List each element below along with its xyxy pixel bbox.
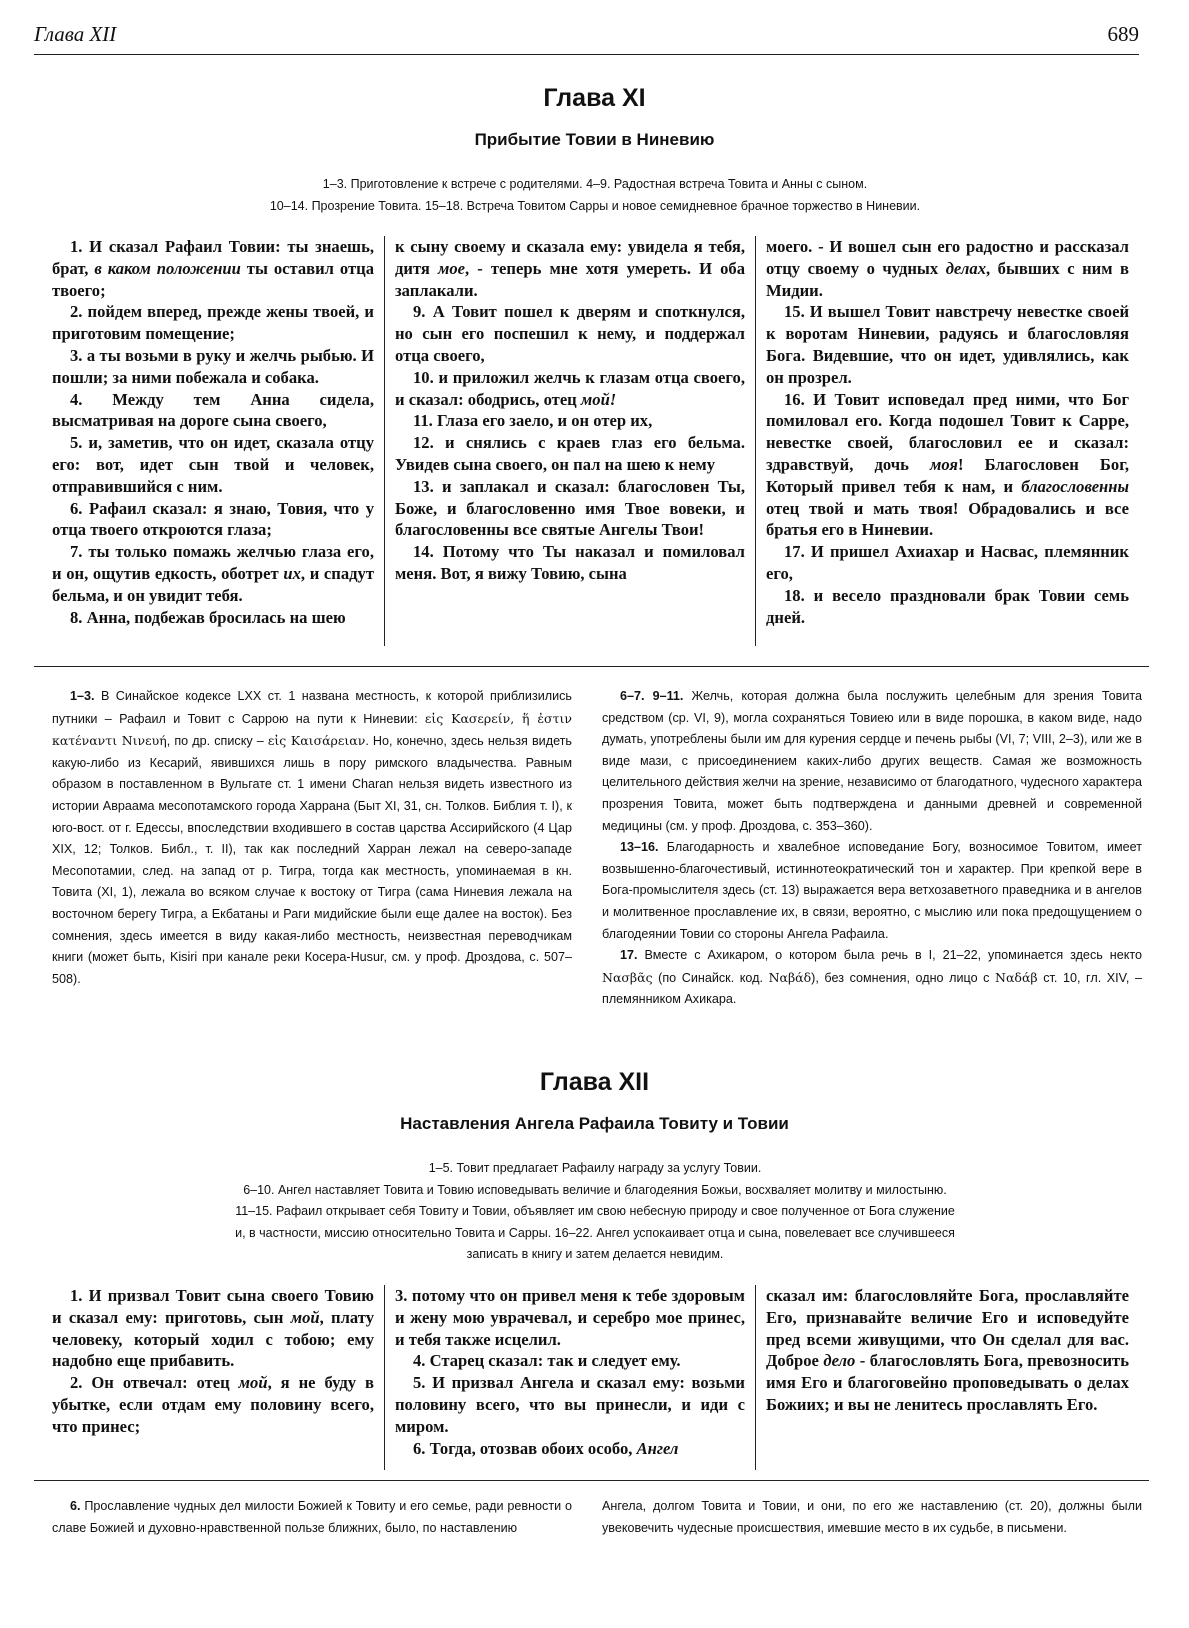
- chapter-12-subtitle: Наставления Ангела Рафаила Товиту и Товии: [400, 1114, 789, 1133]
- verse-4: 4. Между тем Анна сидела, высматривая на дороге сына своего,: [52, 389, 374, 431]
- text-column-2: [384, 1285, 755, 1470]
- verse-6-continued: сказал им: благословляйте Бога, прославляйте Его, признавайте величие Его и исповедуйте пред всеми живущими, что Он сделал для вас. Доброе дело - благословлять Бога, превозносить имя Его и благоговейно проповедывать о делах Божиих; и вы не ленитесь прославлять Его.: [766, 1286, 1129, 1414]
- verse-8: 8. Анна, подбежав бросилась на шею: [70, 607, 346, 627]
- chapter-12-commentary: [52, 1496, 1152, 1539]
- verse-13: 13. и заплакал и сказал: благословен Ты, Боже, и благословенно имя Твое вовеки, и благословенны все святые Ангелы Твои!: [395, 476, 745, 540]
- italic-insertion: мой: [238, 1373, 268, 1393]
- summary-line: записать в книгу и затем делается невидим.: [466, 1247, 724, 1261]
- verse-3: 3. потому что он привел меня к тебе здоровым и жену мою уврачевал, и серебро мое принес, и тебя также исцелил.: [395, 1286, 745, 1349]
- italic-insertion: мой!: [580, 389, 617, 409]
- chapter-12-text: [52, 1285, 1152, 1470]
- verse-7: 7. ты только помажь желчью глаза его, и он, ощутив едкость, оботрет их, и спадут бельма, и он увидит тебя.: [52, 542, 374, 605]
- text-column-1: [52, 236, 384, 646]
- running-head: [34, 22, 1139, 52]
- verse-1: 1. И сказал Рафаил Товии: ты знаешь, брат, в каком положении ты оставил отца твоего;: [52, 237, 374, 300]
- verse-6: 6. Тогда, отозвав обоих особо, Ангел: [413, 1438, 679, 1458]
- italic-insertion: мой: [290, 1307, 320, 1327]
- verse-12: 12. и снялись с краев глаз его бельма. Увидев сына своего, он пал на шею к нему: [395, 433, 745, 474]
- commentary-note: 6. Прославление чудных дел милости Божией к Товиту и его семье, ради ревности о славе Божией и духовно-нравственной пользе ближних, было, по наставлению: [52, 1499, 572, 1535]
- verse-4: 4. Старец сказал: так и следует ему.: [413, 1351, 681, 1371]
- verse-2: 2. пойдем вперед, прежде жены твоей, и приготовим помещение;: [52, 302, 374, 344]
- running-head-chapter: Глава XII: [34, 22, 117, 46]
- summary-line: 10–14. Прозрение Товита. 15–18. Встреча Товитом Сарры и новое семидневное брачное торжество в Ниневии.: [269, 198, 921, 213]
- commentary-rule: [34, 666, 1149, 667]
- italic-insertion: благословенны: [1021, 476, 1129, 496]
- verse-18: 18. и весело праздновали брак Товии семь дней.: [766, 585, 1129, 627]
- text-column-1: [52, 1285, 384, 1470]
- italic-insertion: Ангел: [636, 1438, 679, 1458]
- chapter-11-subtitle: Прибытие Товии в Ниневию: [474, 130, 715, 149]
- verse-15: 15. И вышел Товит навстречу невестке своей к воротам Ниневии, радуясь и благословляя Бога. Видевшие, что он идет, удивлялись, как он прозрел.: [766, 302, 1129, 387]
- verse-3: 3. а ты возьми в руку и желчь рыбью. И пошли; за ними побежала и собака.: [52, 345, 374, 387]
- commentary-rule: [34, 1480, 1149, 1481]
- verse-5: 5. И призвал Ангела и сказал ему: возьми половину всего, что вы принесли, и иди с миром.: [395, 1373, 745, 1436]
- commentary-note: Ангела, долгом Товита и Товии, и они, по его же наставлению (ст. 20), должны были увековечить чудесные происшествия, имевшие место в их судьбе, в письмени.: [602, 1499, 1142, 1535]
- header-rule: [34, 54, 1139, 55]
- summary-line: 1–5. Товит предлагает Рафаилу награду за услугу Товии.: [428, 1161, 762, 1175]
- verse-8-continued: к сыну своему и сказала ему: увидела я тебя, дитя мое, - теперь мне хотя умереть. И оба заплакали.: [395, 237, 745, 300]
- summary-line: 1–3. Приготовление к встрече с родителями. 4–9. Радостная встреча Товита и Анны с сыном.: [322, 177, 868, 191]
- commentary-note: 17. Вместе с Ахикаром, о котором была речь в I, 21–22, упоминается здесь некто Νασβᾶς (по Синайск. код. Ναβάδ), без сомнения, одно лицо с Ναδάβ ст. 10, гл. XIV, – племянником Ахикара.: [602, 948, 1142, 1007]
- summary-line: 11–15. Рафаил открывает себя Товиту и Товии, объявляет им свою небесную природу и свое полученное от Бога служение: [235, 1204, 955, 1218]
- italic-insertion: дело: [823, 1351, 856, 1371]
- text-column-2: [384, 236, 755, 646]
- summary-line: 6–10. Ангел наставляет Товита и Товию исповедывать величие и благодеяния Божьи, восхваляет молитву и милостыню.: [243, 1182, 947, 1197]
- verse-11: 11. Глаза его заело, и он отер их,: [413, 411, 653, 431]
- italic-insertion: в каком положении: [94, 258, 241, 278]
- commentary-note: 1–3. В Синайское кодексе LXX ст. 1 названа местность, к которой приблизились путники – Рафаил и Товит с Саррою на пути к Ниневии: εἰς Κασερείν, ἥ ἐστιν κατέναντι Νινευή, по др. списку – εἰς Καισάρειαν. Но, конечно, здесь нельзя видеть какую-либо из Кесарий, явившихся лишь в пору римского владычества. Равным образом в поставленном в Вульгате ст. 1 имени Charan нельзя видеть известного из истории Авраама месопотамского города Харрана (Быт XI, 31, сн. Толков. Библия т. I), к юго-вост. от г. Едессы, впоследствии входившего в состав царства Ассирийского (4 Цар XIX, 12; Толков. Библ., т. II), так как последний Харран лежал на северо-западе Месопотамии, след. на запад от р. Тигра, тогда как местность, упоминаемая в кн. Товита (XI, 1), лежала во всяком случае к востоку от Тигра (сама Ниневия лежала на восточном берегу Тигра, а Екбатаны и Раги мидийские были еще далее на восток). Без сомнения, здесь имеется в виду какая-либо местность, неизвестная переводчикам книги (может быть, Kisiri при канале реки Косера-Husur, см. у проф. Дроздова, с. 507–508).: [52, 689, 572, 986]
- commentary-column-1: [52, 1496, 572, 1539]
- verse-1: 1. И призвал Товит сына своего Товию и сказал ему: приготовь, сын мой, плату человеку, который ходил с тобою; ему надобно еще прибавить.: [52, 1286, 374, 1371]
- chapter-12-summary: [150, 1158, 1040, 1266]
- text-column-3: [755, 236, 1129, 646]
- page-number: 689: [1107, 22, 1139, 46]
- verse-10: 10. и приложил желчь к глазам отца своего, и сказал: ободрись, отец мой!: [395, 367, 745, 409]
- chapter-11-text: [52, 236, 1152, 646]
- chapter-12-title: Глава XII: [539, 1068, 650, 1096]
- commentary-column-2: [602, 686, 1142, 1011]
- text-column-3: [755, 1285, 1129, 1470]
- chapter-11-title: Глава XI: [543, 84, 646, 112]
- verse-16: 16. И Товит исповедал пред ними, что Бог помиловал его. Когда подошел Товит к Сарре, невестке своей, благословил ее и сказал: здравствуй, дочь моя! Благословен Бог, Который привел тебя к нам, и благословенны отец твой и мать твоя! Обрадовались и все братья его в Ниневии.: [766, 389, 1129, 540]
- summary-line: и, в частности, миссию относительно Товита и Сарры. 16–22. Ангел успокаивает отца и сына, повелевает все случившееся: [235, 1225, 955, 1240]
- verse-9: 9. А Товит пошел к дверям и споткнулся, но сын его поспешил к нему, и поддержал отца своего,: [395, 302, 745, 365]
- verse-14-continued: моего. - И вошел сын его радостно и рассказал отцу своему о чудных делах, бывших с ним в Мидии.: [766, 237, 1129, 300]
- commentary-note: 6–7. 9–11. Желчь, которая должна была послужить целебным для зрения Товита средством (ср. VI, 9), могла сохраняться Товиею или в виде порошка, в каком виде, надо думать, употреблены были им для курения сердце и печень рыбы (VI, 7; VIII, 2–3), или же в виде мази, с присоединением каких-либо других веществ. Самая же возможность целительного действия желчи на зрение, независимо от благодатного, чудесного характера прозрения Товита, может быть подтверждена и данными древней и современной медицины (см. у проф. Дроздова, с. 353–360).: [602, 689, 1142, 833]
- verse-2: 2. Он отвечал: отец мой, я не буду в убытке, если отдам ему половину всего, что принес;: [52, 1373, 374, 1436]
- italic-insertion: мое: [437, 258, 466, 278]
- commentary-column-1: [52, 686, 572, 1011]
- verse-17: 17. И пришел Ахиахар и Насвас, племянник его,: [766, 542, 1129, 583]
- italic-insertion: их: [283, 563, 301, 583]
- italic-insertion: делах: [945, 258, 986, 278]
- verse-6: 6. Рафаил сказал: я знаю, Товия, что у отца твоего откроются глаза;: [52, 498, 374, 540]
- commentary-column-2: [602, 1496, 1142, 1539]
- verse-14: 14. Потому что Ты наказал и помиловал меня. Вот, я вижу Товию, сына: [395, 542, 745, 583]
- chapter-11-commentary: [52, 686, 1152, 1011]
- verse-5: 5. и, заметив, что он идет, сказала отцу его: вот, идет сын твой и человек, отправившийся с ним.: [52, 433, 374, 496]
- italic-insertion: моя: [929, 454, 958, 474]
- commentary-note: 13–16. Благодарность и хвалебное исповедание Богу, возносимое Товитом, имеет возвышенно-благочестивый, истиннотеократический тон и характер. При крепкой вере в Бога-промыслителя здесь (ст. 13) выражается вера ветхозаветного праведника и в ангелов и молитвенное прославление их, в связи, вероятно, с мыслию или пока предощущением о благодеянии Товии со стороны Ангела Рафаила.: [602, 840, 1142, 941]
- chapter-11-summary: [150, 174, 1040, 217]
